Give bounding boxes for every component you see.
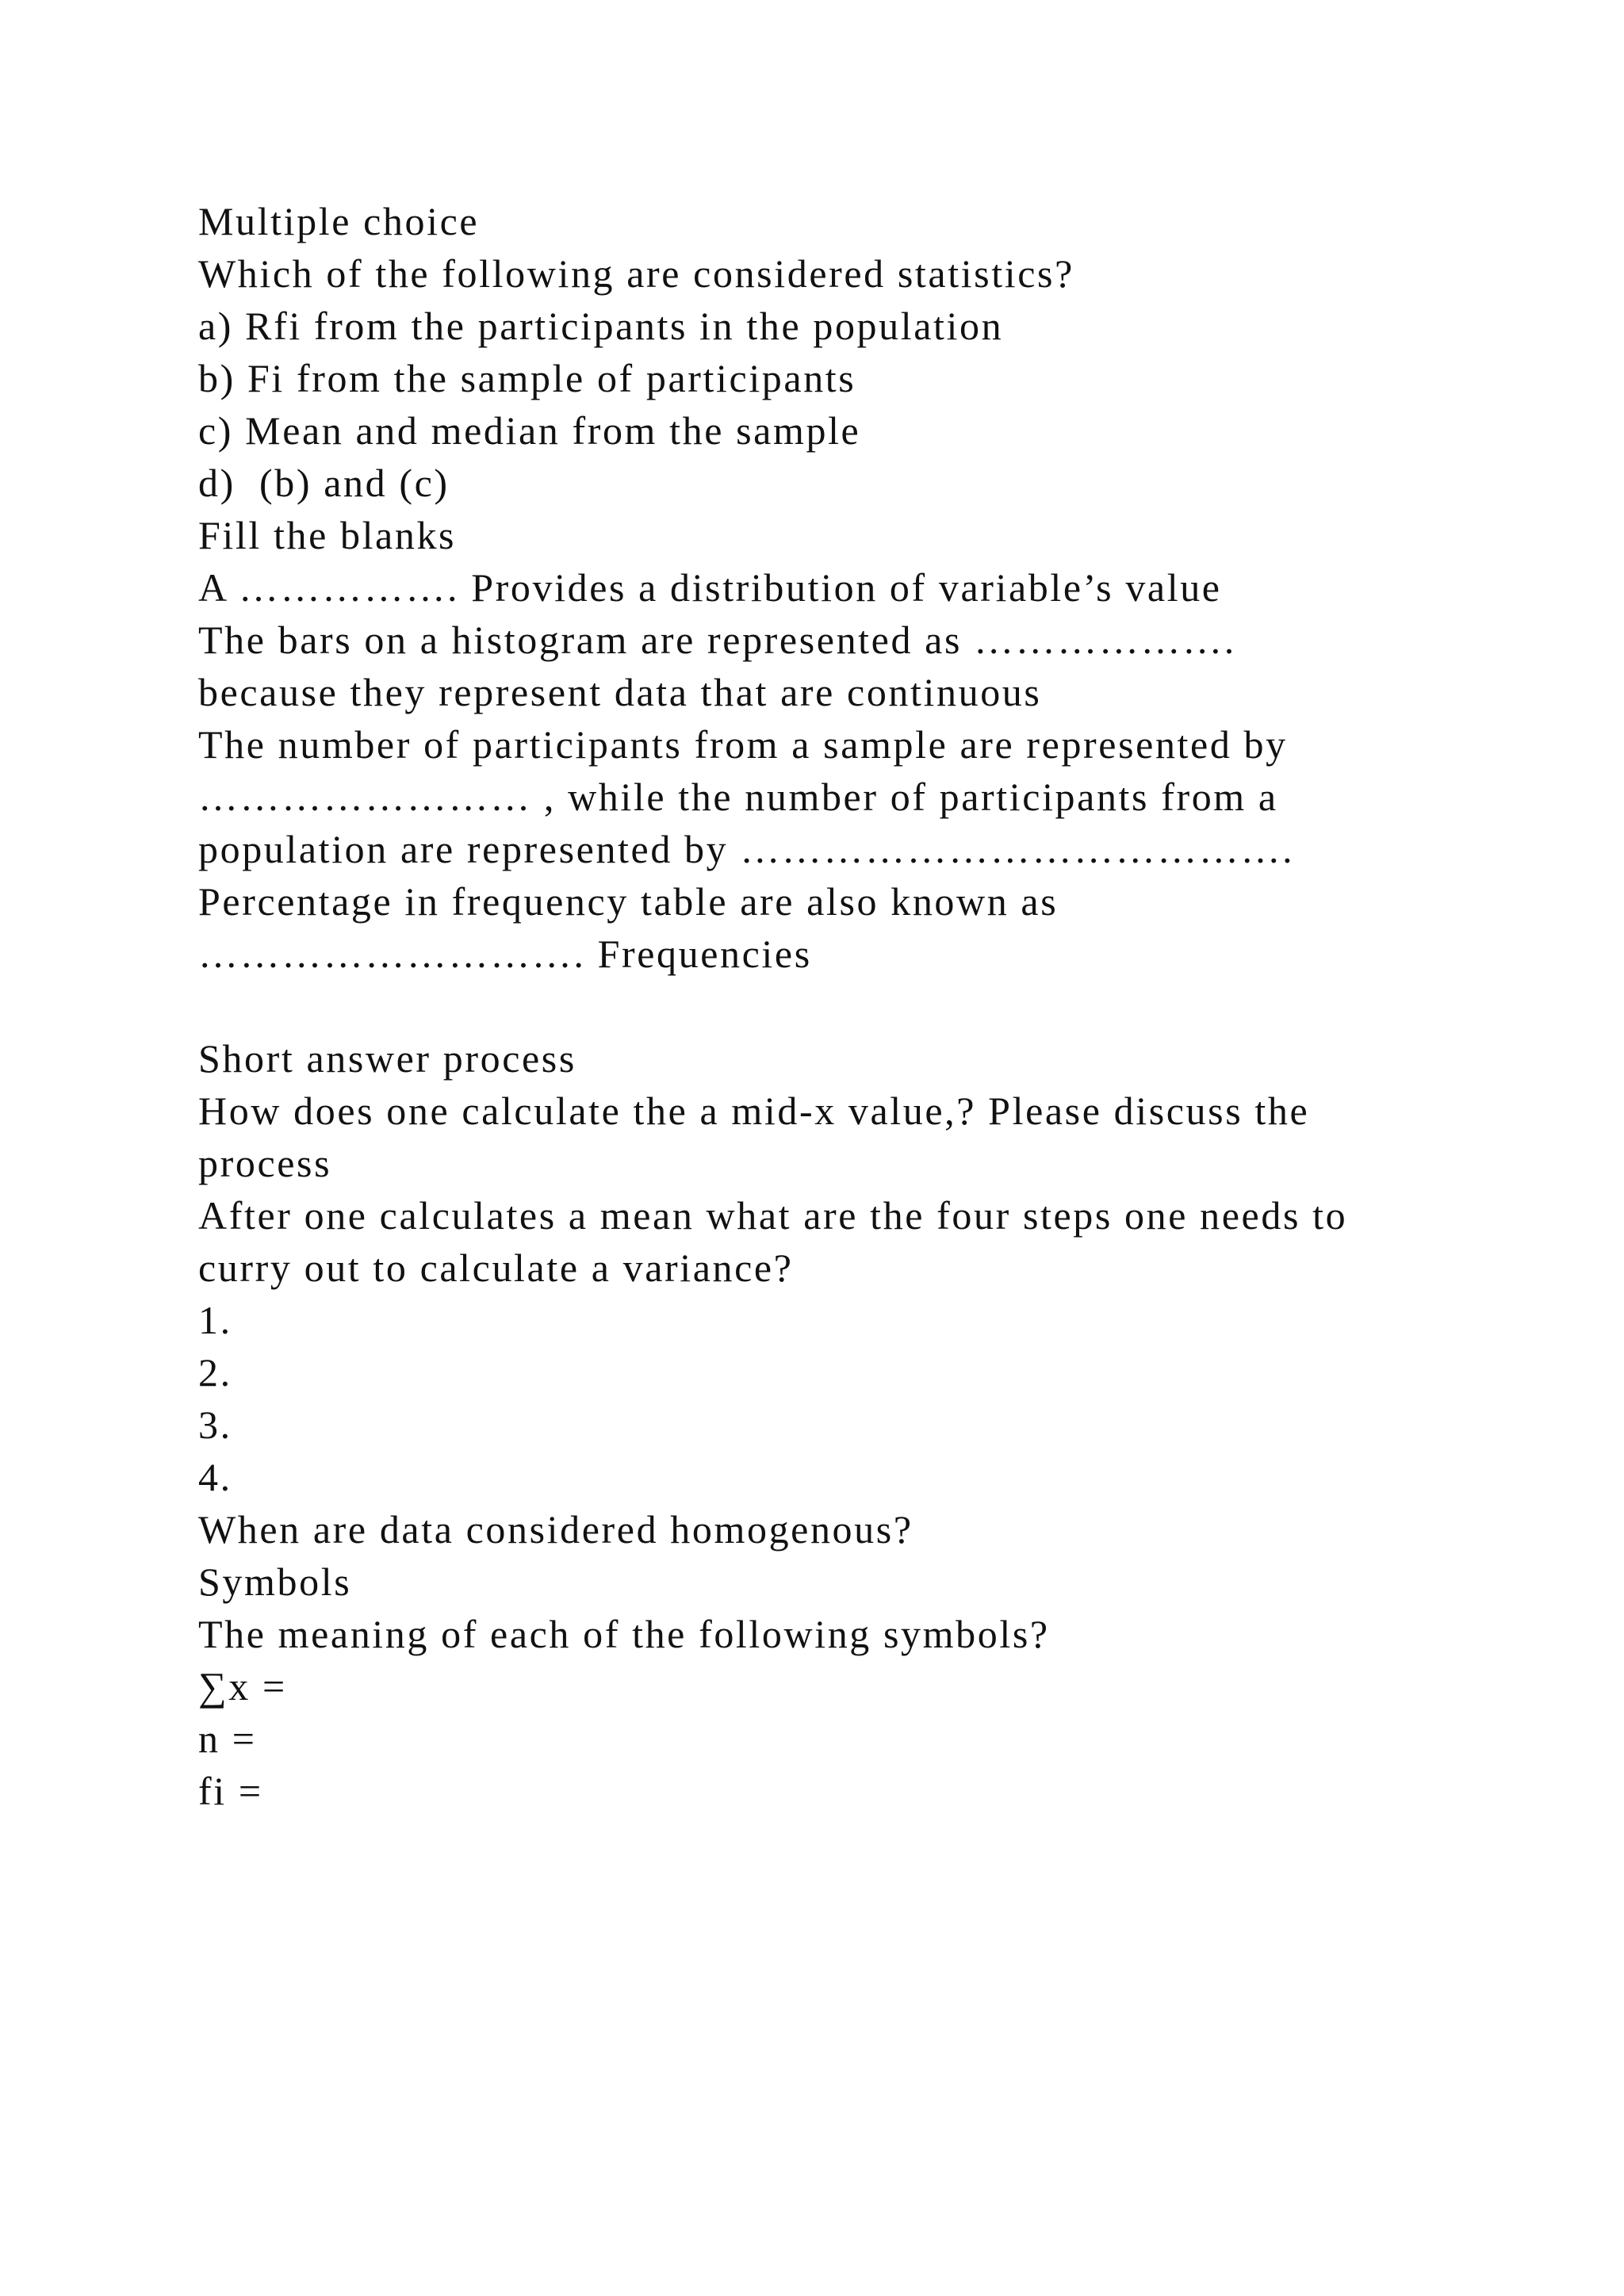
document-line: 3. [198, 1402, 232, 1447]
document-line: 4. [198, 1455, 232, 1499]
document-line: Fill the blanks [198, 513, 457, 557]
document-line: population are represented by …………………………………. [198, 827, 1295, 871]
document-line: curry out to calculate a variance? [198, 1246, 794, 1290]
document-line: …………………… , while the number of participants from a [198, 775, 1278, 819]
document-line: d) (b) and (c) [198, 461, 450, 505]
document-line: b) Fi from the sample of participants [198, 356, 856, 400]
document-line: a) Rfi from the participants in the population [198, 304, 1004, 348]
document-line: After one calculates a mean what are the four steps one needs to [198, 1193, 1348, 1238]
document-line: Short answer process [198, 1036, 576, 1081]
document-line: How does one calculate the a mid-x value,? Please discuss the [198, 1089, 1310, 1133]
document-line: because they represent data that are continuous [198, 670, 1042, 714]
document-line: When are data considered homogenous? [198, 1507, 914, 1552]
document-line: process [198, 1141, 332, 1185]
document-line: Percentage in frequency table are also known as [198, 879, 1059, 924]
document-line [198, 980, 1546, 1032]
document-line: The number of participants from a sample are represented by [198, 722, 1288, 767]
document-body [198, 195, 1546, 1817]
document-line: Multiple choice [198, 199, 480, 243]
document-line: The meaning of each of the following symbols? [198, 1612, 1050, 1656]
document-line: c) Mean and median from the sample [198, 408, 861, 453]
document-line: 1. [198, 1298, 232, 1342]
document-line: 2. [198, 1350, 232, 1395]
document-line: ………………………. Frequencies [198, 932, 812, 976]
document-line: Symbols [198, 1559, 352, 1604]
document-line: A ……………. Provides a distribution of variable’s value [198, 565, 1222, 610]
document-line: The bars on a histogram are represented as ………………. [198, 618, 1236, 662]
document-line: fi = [198, 1769, 263, 1813]
document-line: n = [198, 1716, 257, 1761]
document-line: ∑x = [198, 1664, 287, 1709]
document-line: Which of the following are considered statistics? [198, 251, 1074, 296]
